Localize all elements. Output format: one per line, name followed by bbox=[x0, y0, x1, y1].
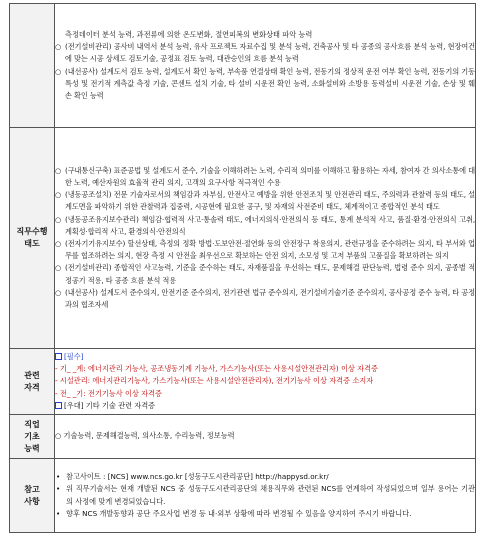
references-label-line-2: 사항 bbox=[24, 496, 40, 506]
attitude-item-interior-wiring bbox=[55, 287, 475, 311]
reference-item-ncs-note bbox=[55, 483, 475, 507]
certificates-label-line-2: 자격 bbox=[24, 382, 40, 392]
preferred-line-text: [우대] 기타 기술 관련 자격증 bbox=[64, 400, 156, 410]
required-heading-text: [필수] bbox=[64, 351, 84, 361]
circle-bullet-icon: ○ bbox=[55, 42, 62, 52]
job-description-table bbox=[9, 3, 476, 533]
basic-skills-label-cell bbox=[10, 415, 55, 459]
knowledge-row bbox=[10, 4, 476, 128]
attitude-item-hvac-install bbox=[55, 189, 475, 213]
certificates-row bbox=[10, 349, 476, 415]
circle-bullet-icon: ○ bbox=[55, 190, 62, 200]
knowledge-item-text: (전기설비관리) 공사비 내역서 분석 능력, 유사 프로젝트 자료수집 및 분석 능력, 건축공사 및 타 공종의 공사흐름 분석 능력, 현장여건에 맞는 시공 상세도 검토기술, 공정표 검토 능력, 대관승인의 흐름 분석 능력 bbox=[65, 42, 475, 64]
attitude-label-cell bbox=[10, 128, 55, 349]
checkbox-icon bbox=[55, 402, 62, 409]
attitude-item-telecom bbox=[55, 165, 475, 189]
knowledge-item-electrical-facility bbox=[55, 41, 475, 65]
circle-bullet-icon: ○ bbox=[55, 263, 62, 273]
attitude-content-cell bbox=[55, 128, 476, 349]
references-content-cell bbox=[55, 459, 476, 533]
references-label-line-1: 참고 bbox=[24, 484, 40, 494]
attitude-item-electronics bbox=[55, 238, 475, 262]
attitude-item-text: (구내통신구축) 표준공법 및 설계도서 준수, 기술을 이해하려는 노력, 수리적 의미를 이해하고 활용하는 자세, 참여자 간 의사소통에 대한 노력, 예산자원의 효율적 관리 의지, 고객의 요구사항 적극적인 수용 bbox=[65, 165, 475, 187]
attitude-item-hvac-maintenance bbox=[55, 214, 475, 238]
circle-bullet-icon: ○ bbox=[55, 239, 62, 248]
certificates-label-line-1: 관련 bbox=[24, 370, 40, 380]
checkbox-icon bbox=[55, 353, 62, 360]
reference-item-text: 위 직무기술서는 현재 개발된 NCS 중 성동구도시관리공단의 채용직무와 관련된 NCS를 연계하여 작성되었으며 일부 용어는 기관의 사정에 맞게 변경되었습니다. bbox=[66, 484, 475, 506]
knowledge-item-text: (내선공사) 설계도서 검토 능력, 설계도서 확인 능력, 부속품 연결상태 확인 능력, 전동기의 정상적 운전 여부 확인 능력, 전동기의 기동특성 및 전기적 계측값 측정 기술, 콘센트 설치 기술, 타 설비 시운전 확인 능력, 소화설비와 소방용 동력설비 시운전 기술, 손상 및 훼손 확인 능력 bbox=[65, 66, 475, 100]
circle-bullet-icon: ○ bbox=[55, 214, 62, 224]
basic-skills-text: ○ 기술능력, 문제해결능력, 의사소통, 수리능력, 정보능력 bbox=[55, 431, 235, 441]
basic-skills-label-line-2: 기초 bbox=[24, 431, 40, 441]
reference-item-text: 참고사이트 : [NCS] www.ncs.go.kr [성동구도시관리공단] http://happysd.or.kr/ bbox=[66, 472, 329, 482]
attitude-label-line-2: 태도 bbox=[24, 239, 40, 248]
certificate-line-facility: - 시설관리: 에너지관리기능사, 가스기능사(또는 사용시설안전관리자), 전기기능사 이상 자격증 소지자 bbox=[55, 376, 374, 386]
reference-item-change-note bbox=[55, 508, 475, 520]
certificate-line-electric: - 전_ _기: 전기기능사 이상 자격증 bbox=[55, 388, 162, 398]
attitude-item-text: (냉동공조설치) 전문 기술자로서의 책임감과 자부심, 안전사고 예방을 위한 안전조치 및 안전관리 태도, 주의력과 관찰력 등의 태도, 설계도면을 파악하기 위한 관찰력과 집중력, 시공현에 필요한 공구, 및 자재의 사전준비 태도, 체계적이고 종합적인 분석 태도 bbox=[65, 190, 475, 212]
certificate-line-machinery: - 기_ _계: 에너지관리 기능사, 공조냉동기계 기능사, 가스기능사(또는 사용시설안전관리자) 이상 자격증 bbox=[55, 364, 378, 374]
attitude-item-text: (전자기기유지보수) 할선상태, 측정의 정확 방법·도보안전·절연화 등의 안전장구 착용의지, 관련규정을 준수하려는 의지, 타 부서와 업무를 협조하려는 의지, 현장 측정 시 안전을 최우선으로 확보하는 안전 의지, 소모성 및 고저 부품의 고품질을 확보하려는 의지 bbox=[65, 239, 475, 261]
bullet-dot-icon: • bbox=[56, 508, 61, 518]
attitude-item-text: (냉동공조유지보수관리) 책임감·협력적 사고·통솔력 태도, 에너지의식·안전의식 등 태도, 통계 분석적 사고, 품질·환경·안전의식 고취, 계획성·합리적 사고, 환경의식·안전의식 bbox=[65, 214, 475, 236]
basic-skills-content-cell bbox=[55, 415, 476, 459]
required-heading bbox=[55, 351, 475, 363]
knowledge-item-interior-wiring bbox=[55, 66, 475, 103]
certificates-label-cell bbox=[10, 349, 55, 415]
attitude-item-text: (전기설비관리) 종합적인 사고능력, 기준을 준수하는 태도, 자재품질을 우선하는 태도, 문제해결 판단능력, 법령 준수 의지, 공종별 적정공기 적용, 타 공종 흐름 분석 적용 bbox=[65, 263, 475, 285]
knowledge-line-1: 측정데이터 분석 능력, 과전류에 의한 온도변화, 절연피복의 변화상태 파악 능력 bbox=[65, 29, 313, 39]
basic-skills-label-line-3: 능력 bbox=[24, 443, 40, 453]
attitude-row bbox=[10, 128, 476, 349]
reference-item-sites bbox=[55, 471, 475, 483]
preferred-line bbox=[55, 400, 475, 412]
basic-skills-label-line-1: 직업 bbox=[24, 419, 40, 429]
reference-item-text: 향후 NCS 개발동향과 공단 주요사업 변경 등 내·외부 상황에 따라 변경될 수 있음을 양지하여 주시기 바랍니다. bbox=[66, 508, 412, 518]
certificates-content-cell bbox=[55, 349, 476, 415]
circle-bullet-icon: ○ bbox=[55, 287, 62, 297]
bullet-dot-icon: • bbox=[56, 484, 61, 494]
attitude-item-electrical-facility bbox=[55, 262, 475, 286]
bullet-dot-icon: • bbox=[56, 472, 61, 482]
attitude-label-line-1: 직무수행 bbox=[16, 227, 48, 236]
circle-bullet-icon: ○ bbox=[55, 66, 62, 76]
knowledge-content-cell bbox=[55, 4, 476, 128]
attitude-item-text: (내선공사) 설계도서 준수의지, 안전기준 준수의지, 전기관련 법규 준수의지, 전기설비기술기준 준수의지, 공사공정 준수 능력, 타 공정과의 협조자세 bbox=[65, 287, 475, 310]
references-label-cell bbox=[10, 459, 55, 533]
knowledge-label-cell bbox=[10, 4, 55, 128]
references-row bbox=[10, 459, 476, 533]
basic-skills-row bbox=[10, 415, 476, 459]
circle-bullet-icon: ○ bbox=[55, 165, 62, 175]
